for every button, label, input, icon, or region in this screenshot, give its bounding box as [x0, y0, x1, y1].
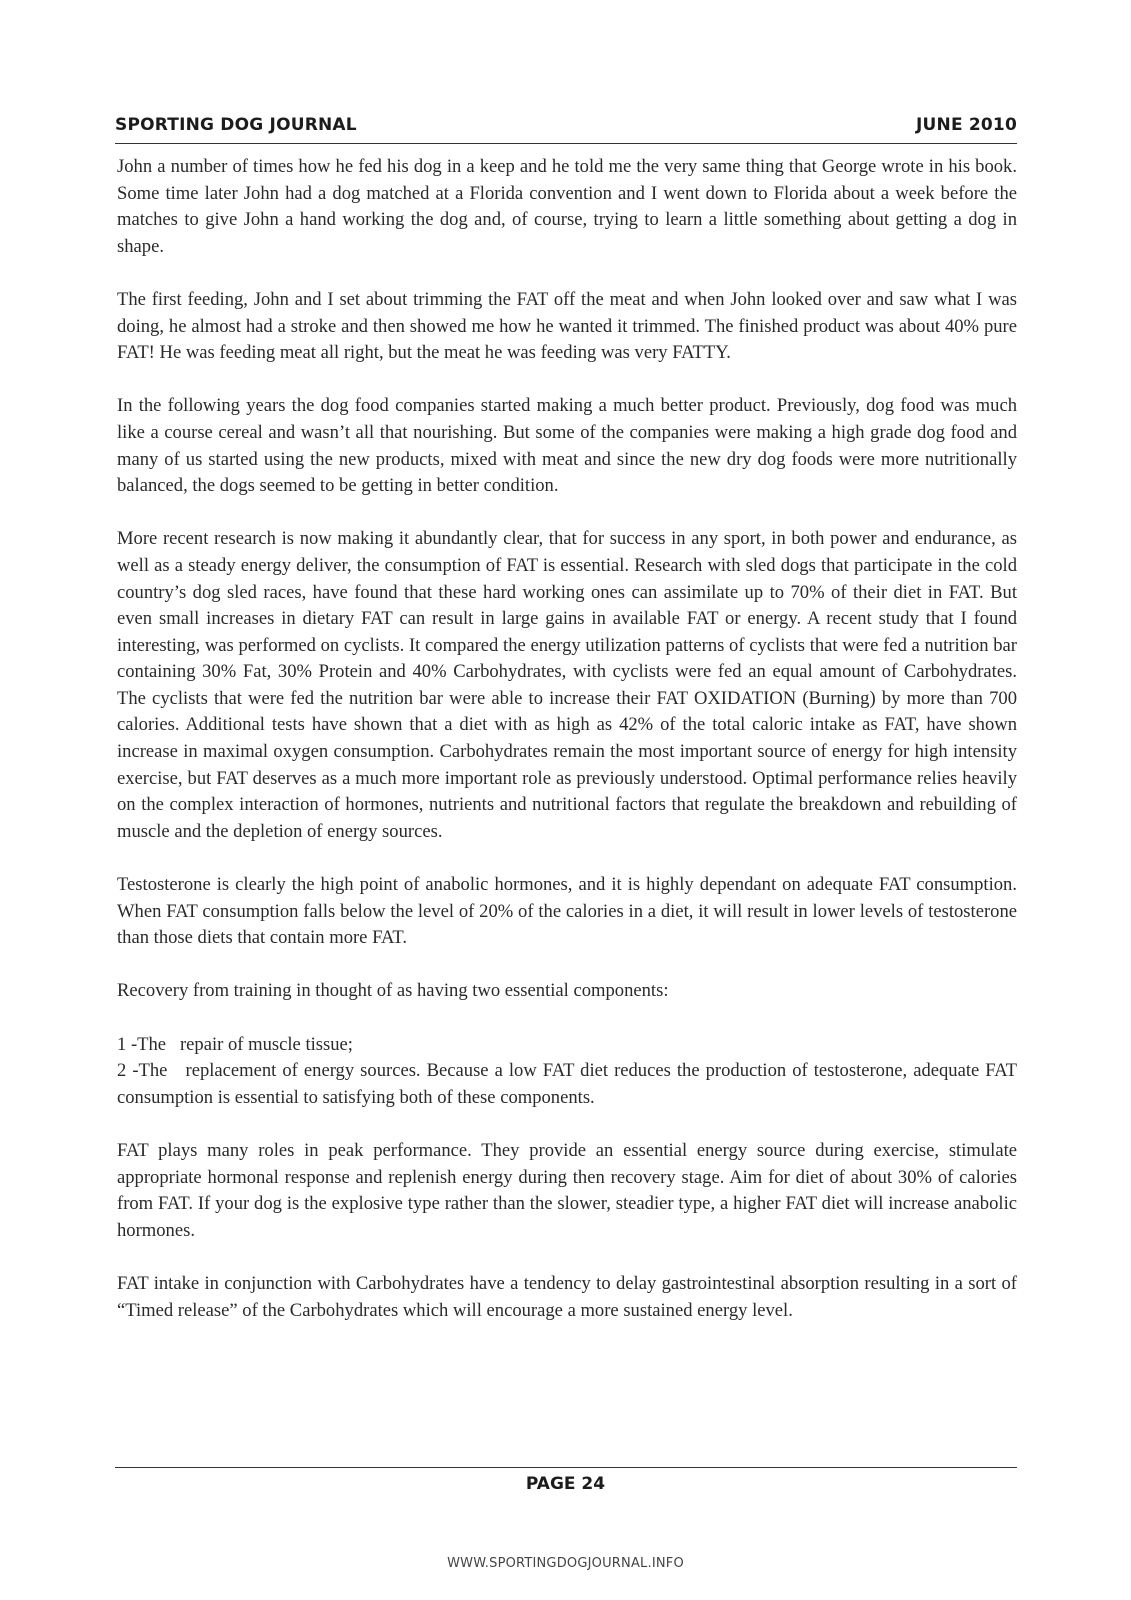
paragraph: Recovery from training in thought of as having two essential components: [117, 980, 669, 1002]
paragraph: FAT plays many roles in peak performance. They provide an essential energy source during exercise, stimulate appropriate hormonal response and replenish energy during then recovery stage. Aim for diet of about 30% of calories from FAT. If your dog is the explosive type rather than the slower, steadier type, a higher FAT diet will increase anabolic hormones. [117, 1139, 1017, 1241]
paragraph: More recent research is now making it abundantly clear, that for success in any sport, in both power and endurance, as well as a steady energy deliver, the consumption of FAT is essential. Research with sled dogs that participate in the cold country’s dog sled races, have found that these hard working ones can assimilate up to 70% of their diet in FAT. But even small increases in dietary FAT can result in large gains in available FAT or energy. A recent study that I found interesting, was performed on cyclists. It compared the energy utilization patterns of cyclists that were fed a nutrition bar containing 30% Fat, 30% Protein and 40% Carbohydrates, with cyclists were fed an equal amount of Carbohydrates. The cyclists that were fed the nutrition bar were able to increase their FAT OXIDATION (Burning) by more than 700 calories. Additional tests have shown that a diet with as high as 42% of the total caloric intake as FAT, have shown increase in maximal oxygen consumption. Carbohydrates remain the most important source of energy for high intensity exercise, but FAT deserves as a much more important role as previously understood. Optimal performance relies heavily on the complex interaction of hormones, nutrients and nutritional factors that regulate the breakdown and rebuilding of muscle and the depletion of energy sources. [117, 528, 1017, 842]
paragraph: John a number of times how he fed his dog in a keep and he told me the very same thing that George wrote in his book. Some time later John had a dog matched at a Florida convention and I went down to Florida about a week before the matches to give John a hand working the dog and, of course, trying to learn a little something about getting a dog in shape. [117, 156, 1017, 257]
issue-date: JUNE 2010 [915, 115, 1017, 135]
website-url: WWW.SPORTINGDOGJOURNAL.INFO [447, 1556, 684, 1571]
list-item: 2 -The replacement of energy sources. Because a low FAT diet reduces the production of testosterone, adequate FAT consumption is essential to satisfying both of these components. [117, 1060, 1022, 1108]
paragraph: In the following years the dog food companies started making a much better product. Previously, dog food was much like a course cereal and wasn’t all that nourishing. But some of the companies were making a high grade dog food and many of us started using the new products, mixed with meat and since the new dry dog foods were more nutritionally balanced, the dogs seemed to be getting in better condition. [117, 395, 1017, 497]
list-item: 1 -The repair of muscle tissue; [117, 1033, 353, 1055]
page-number: PAGE 24 [525, 1474, 606, 1494]
paragraph: The first feeding, John and I set about trimming the FAT off the meat and when John looked over and saw what I was doing, he almost had a stroke and then showed me how he wanted it trimmed. The finished product was about 40% pure FAT! He was feeding meat all right, but the meat he was feeding was very FATTY. [117, 288, 1017, 364]
paragraph: Testosterone is clearly the high point of anabolic hormones, and it is highly dependant on adequate FAT consumption. When FAT consumption falls below the level of 20% of the calories in a diet, it will result in lower levels of testosterone than those diets that contain more FAT. [117, 874, 1017, 949]
page-header [115, 113, 1017, 144]
paragraph: FAT intake in conjunction with Carbohydrates have a tendency to delay gastrointestinal absorption resulting in a sort of “Timed release” of the Carbohydrates which will encourage a more sustained energy level. [117, 1272, 1017, 1321]
footer-divider [115, 1467, 1017, 1468]
publication-title: SPORTING DOG JOURNAL [115, 115, 357, 135]
article-body [117, 154, 1022, 1351]
